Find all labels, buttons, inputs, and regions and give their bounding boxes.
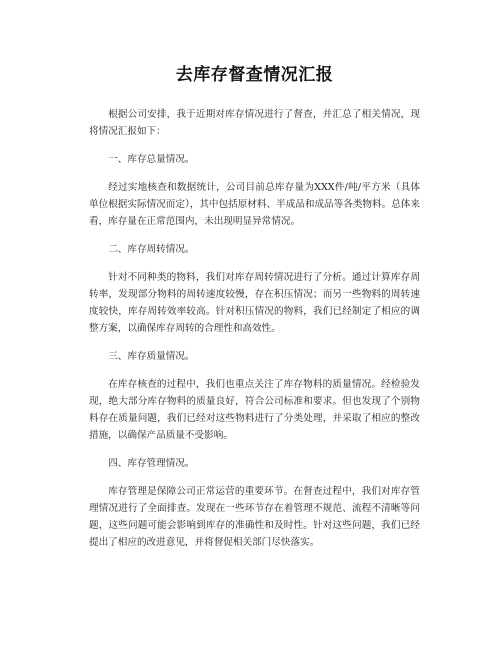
section-body-inventory-management: 库存管理是保障公司正常运营的重要环节。在督查过程中，我们对库存管理情况进行了全面排查。发现在一些环节存在着管理不规范、流程不清晰等问题，这些问题可能会影响到库存的准确性和及时性。针对这些问题，我们已经提出了相应的改进意见，并将督促相关部门尽快落实。 xyxy=(89,486,420,548)
section-heading-inventory-total: 一、库存总量情况。 xyxy=(108,154,195,165)
section-body-inventory-total: 经过实地核查和数据统计，公司目前总库存量为XXX件/吨/平方米（具体单位根据实际情况而定），其中包括原材料、半成品和成品等各类物料。总体来看，库存量在正常范围内，未出现明显异常情况。 xyxy=(89,182,420,227)
document-content xyxy=(89,106,420,551)
section-body-inventory-quality: 在库存核查的过程中，我们也重点关注了库存物料的质量情况。经检验发现，绝大部分库存物料的质量良好，符合公司标准和要求。但也发现了个别物料存在质量问题，我们已经对这些物料进行了分类处理，并采取了相应的整改措施，以确保产品质量不受影响。 xyxy=(89,379,420,441)
section-heading-inventory-turnover: 二、库存周转情况。 xyxy=(108,244,195,255)
document-title: 去库存督查情况汇报 xyxy=(175,65,334,85)
section-heading-inventory-quality: 三、库存质量情况。 xyxy=(108,351,195,362)
section-heading-inventory-management: 四、库存管理情况。 xyxy=(108,458,195,469)
intro-paragraph: 根据公司安排，我于近期对库存情况进行了督查，并汇总了相关情况，现将情况汇报如下： xyxy=(89,109,420,137)
section-body-inventory-turnover: 针对不同种类的物料，我们对库存周转情况进行了分析。通过计算库存周转率，发现部分物料的周转速度较慢，存在积压情况；而另一些物料的周转速度较快，库存周转效率较高。针对积压情况的物料，我们已经制定了相应的调整方案，以确保库存周转的合理性和高效性。 xyxy=(89,272,420,334)
